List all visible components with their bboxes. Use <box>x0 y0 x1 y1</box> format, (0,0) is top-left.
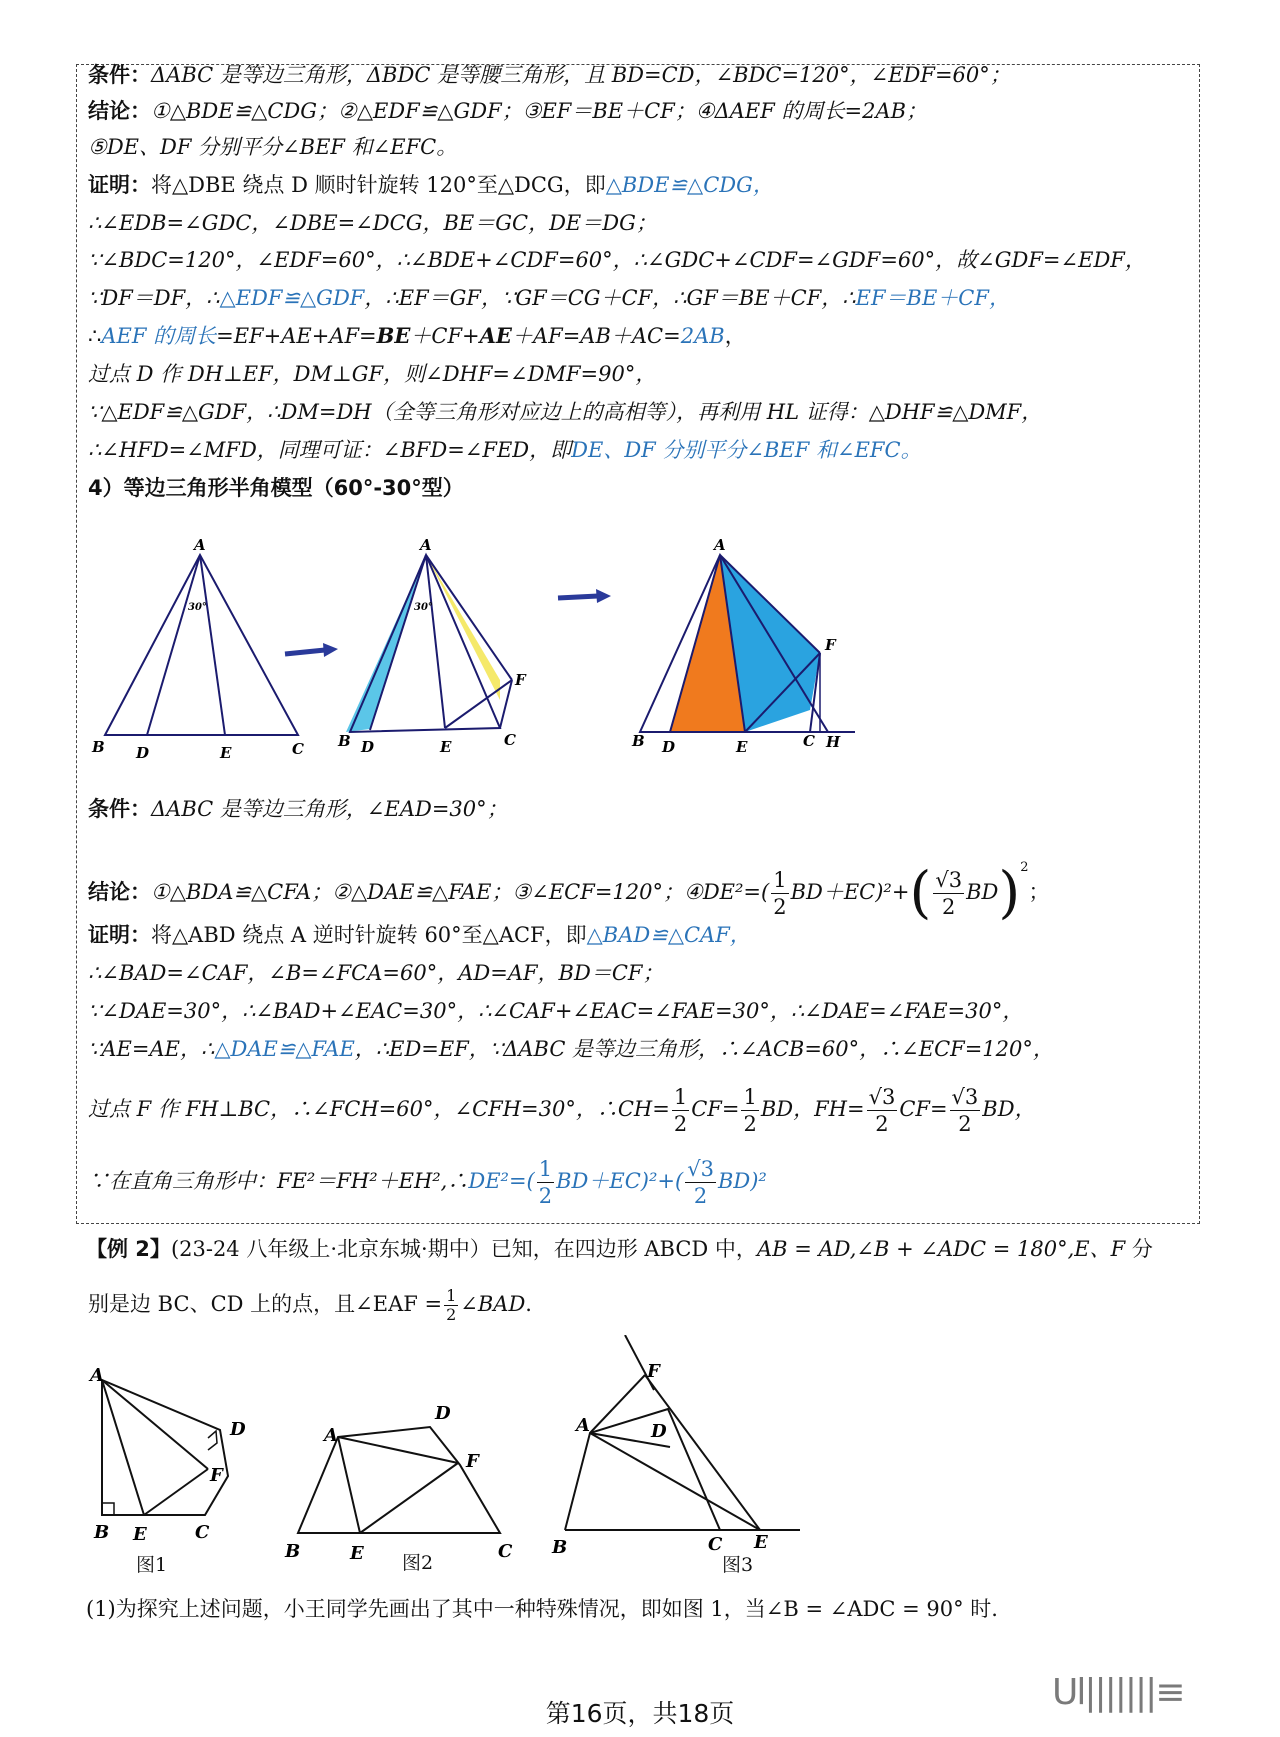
svg-text:30°: 30° <box>414 602 433 613</box>
figure-1 <box>102 1380 228 1515</box>
svg-text:F: F <box>210 1465 223 1486</box>
svg-text:E: E <box>754 1532 768 1553</box>
figure-equilateral-1 <box>91 536 304 760</box>
example2-figures <box>80 1335 900 1575</box>
svg-text:F: F <box>466 1451 479 1472</box>
svg-text:B: B <box>94 1522 110 1543</box>
svg-text:E: E <box>350 1543 364 1564</box>
example2-line-1: 【例 2】(23-24 八年级上·北京东城·期中）已知，在四边形 ABCD 中，AB = AD,∠B + ∠ADC = 180°,E、F 分 <box>86 1237 1153 1261</box>
figure-2-caption: 图2 <box>402 1552 434 1574</box>
svg-text:E: E <box>440 738 452 756</box>
figure-3 <box>565 1335 800 1530</box>
svg-text:A: A <box>576 1415 590 1436</box>
svg-text:A: A <box>194 536 206 554</box>
arrow-right-icon <box>285 643 338 657</box>
condition-line-1: 条件：ΔABC 是等边三角形，ΔBDC 是等腰三角形，且 BD=CD，∠BDC=120°，∠EDF=60°； <box>88 63 1011 87</box>
proof-line-8: ∴∠HFD=∠MFD，同理可证：∠BFD=∠FED，即DE、DF 分别平分∠BEF 和∠EFC。 <box>88 438 922 462</box>
svg-text:C: C <box>292 740 304 758</box>
svg-text:D: D <box>651 1421 667 1442</box>
svg-text:A: A <box>324 1425 338 1446</box>
svg-text:B: B <box>92 738 105 756</box>
svg-text:30°: 30° <box>188 602 207 613</box>
proof-line-2: ∴∠EDB=∠GDC，∠DBE=∠DCG，BE＝GC，DE＝DG； <box>88 211 657 235</box>
svg-text:A: A <box>90 1365 104 1386</box>
svg-text:D: D <box>662 738 676 756</box>
proof-line-5: ∴AEF 的周长=EF+AE+AF=BE＋CF+AE＋AF=AB＋AC=2AB， <box>88 323 746 348</box>
proof2-line-1: 证明：将△ABD 绕点 A 逆时针旋转 60°至△ACF，即△BAD≌△CAF， <box>88 923 751 947</box>
conclusion-line-1: 结论：①△BDE≌△CDG；②△EDF≌△GDF；③EF＝BE＋CF；④ΔAEF 的周长=2AB； <box>88 99 928 123</box>
svg-text:A: A <box>714 536 726 554</box>
figure-1-caption: 图1 <box>136 1554 168 1576</box>
svg-text:F: F <box>515 671 526 689</box>
svg-text:C: C <box>498 1541 513 1562</box>
svg-text:E: E <box>133 1524 147 1545</box>
svg-text:B: B <box>632 732 645 750</box>
condition-line-2: 条件：ΔABC 是等边三角形，∠EAD=30°； <box>88 797 508 821</box>
conclusion-formula-line: 结论：①△BDA≌△CFA；②△DAE≌△FAE；③∠ECF=120°；④DE²=( $\frac{1}{2}$ BD＋EC)²+( $\frac{√3}{2}$ BD)$^2$； <box>88 860 1050 926</box>
proof-line-4: ∵DF＝DF，∴△EDF≌△GDF，∴EF＝GF，∵GF＝CG＋CF，∴GF＝BE＋CF，∴EF＝BE＋CF， <box>88 286 1010 310</box>
proof-line-1: 证明：将△DBE 绕点 D 顺时针旋转 120°至△DCG，即△BDE≌△CDG， <box>88 173 774 197</box>
figure-3-caption: 图3 <box>722 1554 754 1576</box>
section-heading: 4）等边三角形半角模型（60°-30°型） <box>88 476 464 500</box>
svg-text:B: B <box>338 732 351 750</box>
question-1: (1)为探究上述问题，小王同学先画出了其中一种特殊情况，即如图 1，当∠B = ∠ADC = 90° 时. <box>86 1597 998 1621</box>
figure-equilateral-2 <box>337 536 527 756</box>
proof2-line-5: 过点 F 作 FH⊥BC，∴∠FCH=60°，∠CFH=30°，∴CH= $\frac{1}{2}$ CF= $\frac{1}{2}$ BD，FH= $\frac{√3}{2}$ CF= $\frac{√3}{2}$ BD， <box>88 1085 1036 1136</box>
svg-text:A: A <box>420 536 432 554</box>
svg-text:C: C <box>708 1534 723 1555</box>
svg-text:C: C <box>504 731 516 749</box>
proof-line-6: 过点 D 作 DH⊥EF，DM⊥GF，则∠DHF=∠DMF=90°， <box>88 362 657 386</box>
svg-text:D: D <box>136 744 150 760</box>
svg-text:C: C <box>195 1522 210 1543</box>
svg-text:F: F <box>825 636 836 654</box>
proof-line-3: ∵∠BDC=120°，∠EDF=60°，∴∠BDE+∠CDF=60°，∴∠GDC+∠CDF=∠GDF=60°，故∠GDF=∠EDF， <box>88 248 1146 272</box>
svg-text:B: B <box>285 1541 301 1562</box>
page-number: 第16页，共18页 <box>545 1699 735 1728</box>
proof2-line-3: ∵∠DAE=30°，∴∠BAD+∠EAC=30°，∴∠CAF+∠EAC=∠FAE=30°，∴∠DAE=∠FAE=30°， <box>88 999 1024 1023</box>
svg-text:E: E <box>736 738 748 756</box>
conclusion-line-2: ⑤DE、DF 分别平分∠BEF 和∠EFC。 <box>88 135 458 159</box>
half-angle-model-figures <box>80 530 980 760</box>
svg-text:D: D <box>361 738 375 756</box>
svg-text:C: C <box>803 732 815 750</box>
example2-line-2: 别是边 BC、CD 上的点，且∠EAF = $\frac{1}{2}$ ∠BAD. <box>88 1286 532 1324</box>
svg-text:B: B <box>552 1537 568 1558</box>
svg-text:D: D <box>435 1403 451 1424</box>
figure-equilateral-3 <box>631 536 855 756</box>
svg-text:D: D <box>230 1419 246 1440</box>
svg-text:E: E <box>220 744 232 760</box>
svg-text:F: F <box>647 1361 660 1382</box>
proof2-line-6: ∵在直角三角形中：FE²＝FH²＋EH²,∴DE²=( $\frac{1}{2}$ BD＋EC)²+( $\frac{√3}{2}$ BD)² <box>88 1157 767 1208</box>
proof2-line-4: ∵AE=AE，∴△DAE≌△FAE，∴ED=EF，∵ΔABC 是等边三角形，∴∠ACB=60°，∴∠ECF=120°， <box>88 1037 1054 1061</box>
proof-line-7: ∵△EDF≌△GDF，∴DM=DH（全等三角形对应边上的高相等），再利用 HL 证得：△DHF≌△DMF， <box>88 400 1043 424</box>
svg-text:H: H <box>826 733 841 751</box>
watermark-logo: Ul|||||||≡ <box>1052 1672 1184 1713</box>
proof2-line-2: ∴∠BAD=∠CAF，∠B=∠FCA=60°，AD=AF，BD＝CF； <box>88 961 664 985</box>
arrow-right-icon <box>558 589 611 603</box>
